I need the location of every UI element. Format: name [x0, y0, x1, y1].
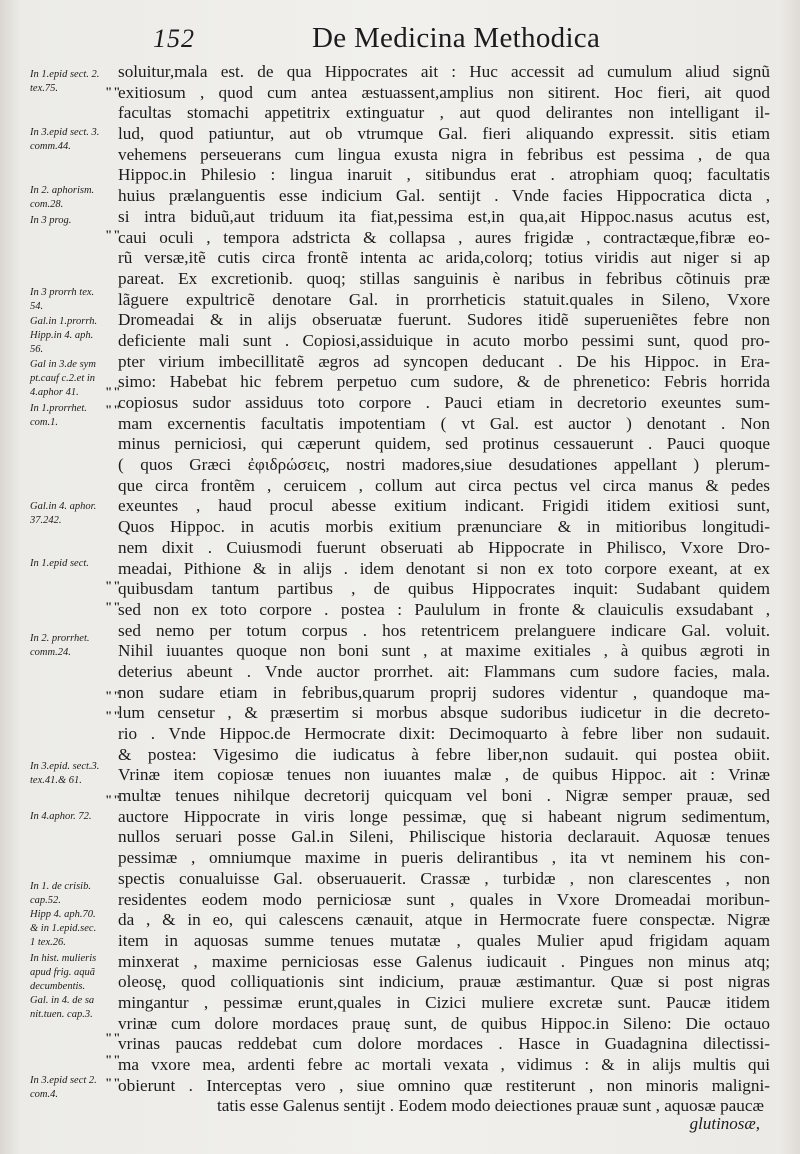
note-line: In 3.epid sect. 3. — [30, 127, 100, 138]
note-line: & in 1.epid.sec. — [30, 923, 97, 934]
note-line: In 1.epid sect. — [30, 558, 89, 569]
text-line: oleosę, quod colliquationis sint indicium, prauæ æstimantur. Quæ si post nigras — [118, 972, 770, 992]
note-line: In 3.epid sect 2. — [30, 1075, 97, 1086]
note-line: tex.75. — [30, 83, 58, 94]
text-line: nullos seruari posse Gal.in Sileni, Philiscique historia declarauit. Aquosæ tenues — [118, 827, 770, 847]
note-line: apud frig. aquã — [30, 967, 96, 978]
text-line: soluitur,mala est. de qua Hippocrates ait : Huc accessit ad cumulum aliud signũ — [118, 62, 770, 81]
text-line: spectis conualuisse Gal. obseruauerit. Crassæ , turbidæ , non clarescentes , non — [118, 868, 770, 888]
text-line: & postea: Vigesimo die iudicatus à febre liber,non sudauit. qui postea obiit. — [118, 744, 770, 764]
text-line: vrinas paucas reddebat cum dolore mordaces . Hasce in Guadagnina dilectissi- — [118, 1034, 770, 1054]
marginal-note — [30, 500, 128, 528]
text-line: minxerat , maxime perniciosas esse Galenus iudicauit . Pingues non minus atq; — [118, 951, 770, 971]
text-line: pareat. Ex excretionib. quoq; stillas sanguinis è naribus in febribus cõtinuis præ — [118, 268, 770, 288]
note-line: 37.242. — [30, 515, 62, 526]
text-line: da , & in eo, qui calescens cænauit, atque in Hermocrate fuere conspectæ. Nigræ — [118, 910, 770, 930]
ditto-marks: "" — [105, 227, 122, 242]
note-line: com.28. — [30, 199, 64, 210]
marginal-note — [30, 126, 128, 154]
text-line: sed nemo per totum corpus . hos retentricem prelanguere indicare Gal. voluit. — [118, 620, 770, 640]
catchword: glutinosæ, — [689, 1114, 760, 1133]
text-line: meadai, Pithione & in alijs . idem denotant si non ex toto corpore exeant, at ex — [118, 558, 770, 578]
main-text — [118, 62, 770, 1117]
note-line: tex.41.& 61. — [30, 775, 82, 786]
text-line: residentes eodem modo perniciosæ sunt , quales in Vxore Dromeadai moribun- — [118, 889, 770, 909]
ditto-marks: "" — [105, 599, 122, 614]
text-line: Hippoc.in Philesio : lingua inaruit , sitibundus erat . atrophiam quoq; facultatis — [118, 165, 770, 185]
text-line: deterius abeunt . Vnde auctor prorrhet. ait: Flammans cum sudore facies, mala. — [118, 661, 770, 681]
text-line: quibusdam tantum partibus , de quibus Hippocrates inquit: Sudabant quidem — [118, 579, 770, 599]
note-line: nit.tuen. cap.3. — [30, 1009, 93, 1020]
marginal-note — [30, 880, 128, 950]
note-line: Gal in 3.de sym — [30, 359, 96, 370]
text-line: exitiosum , quod cum antea æstuassent,amplius non sitirent. Hoc fieri, ait quod — [118, 82, 770, 102]
text-line: si intra biduũ,aut triduum ita fiat,pessima est,in qua,ait Hippoc.nasus acutus est, — [118, 206, 770, 226]
note-line: cap.52. — [30, 895, 61, 906]
text-line: Dromeadai & in alijs obseruatæ fuerunt. Sudores itidẽ superueniẽtes febre non — [118, 310, 770, 330]
text-line: que circa frontẽm , ceruicem , collum aut circa pectus vel circa manus & pedes — [118, 475, 770, 495]
text-line: Quos Hippoc. in acutis morbis exitium prænunciare & in mitioribus longitudi- — [118, 517, 770, 537]
text-line: nem dixit . Cuiusmodi fuerunt obseruati ab Hippocrate in Philisco, Vxore Dro- — [118, 537, 770, 557]
note-line: In 1.prorrhet. — [30, 403, 87, 414]
note-line: 54. — [30, 301, 44, 312]
text-line: simo: Habebat hic febrem perpetuo cum sudore, & de phrenetico: Febris horrida — [118, 372, 770, 392]
text-line: huius prælanguentis esse indicium Gal. sentijt . Vnde facies Hippocratica dicta , — [118, 186, 770, 206]
text-line: deficiente mali sunt . Copiosi,assiduique in acuto morbo pessimi sunt, quod pro- — [118, 330, 770, 350]
note-line: In 2. prorrhet. — [30, 633, 90, 644]
text-line: lud, quod patiuntur, aut ob vtrumque Gal. fieri aliquando expressit. sitis etiam — [118, 124, 770, 144]
ditto-marks: "" — [105, 1030, 122, 1045]
text-line: tatis esse Galenus sentijt . Eodem modo deiectiones prauæ sunt , aquosæ paucæ — [216, 1096, 764, 1116]
text-line: item in aquosas summe tenues mutatæ , quales Mulier apud frigidam aquam — [118, 930, 770, 950]
text-line: lum censetur , & præsertim si morbus absque sudoribus iudicetur in die decreto- — [118, 703, 770, 723]
text-line: rio . Vnde Hippoc.de Hermocrate dixit: Decimoquarto à febre liber non sudauit. — [118, 724, 770, 743]
note-line: Hipp 4. aph.70. — [30, 909, 96, 920]
text-line: Nihil iuuantes quoque non boni sunt , at maxime exitiales , à quibus ægroti in — [118, 641, 770, 661]
ditto-marks: "" — [105, 84, 122, 99]
text-line: mam excernentis facultatis impotentiam ( vt Gal. est auctor ) denotant . Non — [118, 413, 770, 433]
note-line: In 4.aphor. 72. — [30, 811, 92, 822]
text-line: lãguere expultricẽ denotare Gal. in prorrheticis statuit.quales in Sileno, Vxore — [118, 289, 770, 309]
note-line: In hist. mulieris — [30, 953, 97, 964]
ditto-marks: "" — [105, 708, 122, 723]
note-line: comm.24. — [30, 647, 71, 658]
note-line: 56. — [30, 344, 44, 355]
note-line: Gal.in 1.prorrh. — [30, 316, 98, 327]
note-line: Hipp.in 4. aph. — [30, 330, 94, 341]
text-line: ma vxore mea, ardenti febre ac mortali vexata , vidimus : & in alijs multis qui — [118, 1055, 770, 1074]
page-number: 152 — [153, 24, 195, 53]
ditto-marks: "" — [105, 578, 122, 593]
marginal-note — [30, 286, 128, 314]
text-line: auctore Hippocrate in viris longe pessimæ, quę si habeant nigrum sedimentum, — [118, 806, 770, 826]
marginal-note — [30, 315, 128, 357]
note-line: com.1. — [30, 417, 58, 428]
text-line: copiosus sudor assiduus toto corpore . Pauci etiam in decretorio exeuntes sum- — [118, 393, 770, 412]
ditto-marks: "" — [105, 1052, 122, 1067]
text-line: exeuntes , haud procul abesse exitium indicant. Frigidi itidem exitiosi sunt, — [118, 496, 770, 516]
note-line: com.4. — [30, 1089, 58, 1100]
note-line: pt.cauf c.2.et in — [30, 373, 96, 384]
text-line: facultas stomachi appetitrix extinguatur , aut quod delirantes non intelligant il- — [118, 103, 770, 123]
note-line: In 1. de crisib. — [30, 881, 91, 892]
ditto-marks: "" — [105, 384, 122, 399]
marginal-note — [30, 557, 128, 571]
note-line: comm.44. — [30, 141, 71, 152]
text-line: ( quos Græci ἐφιδρώσεις, nostri madores,siue desudationes appellant ) plerum- — [118, 455, 770, 475]
note-line: 4.aphor 41. — [30, 387, 79, 398]
text-line: vehemens perseuerans cum lingua exusta nigra in febribus est pessima , de qua — [118, 144, 770, 164]
text-line: caui oculi , tempora adstricta & collapsa , aures frigidæ , contractæque,fibræ eo- — [118, 227, 770, 247]
marginal-note — [30, 184, 128, 212]
ditto-marks: "" — [105, 402, 122, 417]
ditto-marks: "" — [105, 688, 122, 703]
note-line: decumbentis. — [30, 981, 86, 992]
ditto-marks: "" — [105, 792, 122, 807]
marginal-notes — [0, 0, 125, 1154]
text-line: mingantur , pessimæ erunt,quales in Cizici muliere excretæ sunt. Paucæ itidem — [118, 992, 770, 1012]
note-line: Gal.in 4. aphor. — [30, 501, 97, 512]
text-line: Vrinæ item copiosæ tenues non iuuantes malæ , de quibus Hippoc. ait : Vrinæ — [118, 765, 770, 785]
marginal-note — [30, 952, 128, 1022]
text-line: multæ tenues nihilque decretorij quicquam vel boni . Nigræ semper prauæ, sed — [118, 786, 770, 806]
marginal-note — [30, 632, 128, 660]
text-line: pter virium imbecillitatẽ ægros ad syncopen deducant . De his Hippoc. in Era- — [118, 351, 770, 371]
text-line: pessimæ , omniumque maxime in pueris delirantibus , ita vt neminem his con- — [118, 848, 770, 868]
text-line: sed non ex toto corpore . postea : Paululum in fronte & clauiculis exsudabant , — [118, 599, 770, 619]
text-line: rũ versæ,itẽ cutis circa frontẽ intenta ac arida,colorq; totius viridis aut niger si ap — [118, 248, 770, 268]
note-line: In 3.epid. sect.3. — [30, 761, 100, 772]
text-line: vrinæ cum dolore mordaces prauę sunt, de quibus Hippoc.in Sileno: Die octauo — [118, 1013, 770, 1033]
marginal-note — [30, 810, 128, 824]
text-line: minus perniciosi, qui cæperunt quidem, sed protinus cessauerunt . Pauci quoque — [118, 434, 770, 454]
note-line: In 1.epid sect. 2. — [30, 69, 100, 80]
note-line: In 3 prog. — [30, 215, 72, 226]
note-line: Gal. in 4. de sa — [30, 995, 95, 1006]
note-line: In 3 prorrh tex. — [30, 287, 95, 298]
marginal-note — [30, 214, 128, 228]
running-title: De Medicina Methodica — [312, 22, 601, 54]
ditto-marks: "" — [105, 1075, 122, 1090]
note-line: 1 tex.26. — [30, 937, 66, 948]
text-line: non sudare etiam in febribus,quarum proprij sudores videntur , quandoque ma- — [118, 682, 770, 702]
note-line: In 2. aphorism. — [30, 185, 95, 196]
text-line: obierunt . Interceptas vero , siue omnino quæ restiterunt , non minoris maligni- — [118, 1075, 770, 1095]
marginal-note — [30, 760, 128, 788]
